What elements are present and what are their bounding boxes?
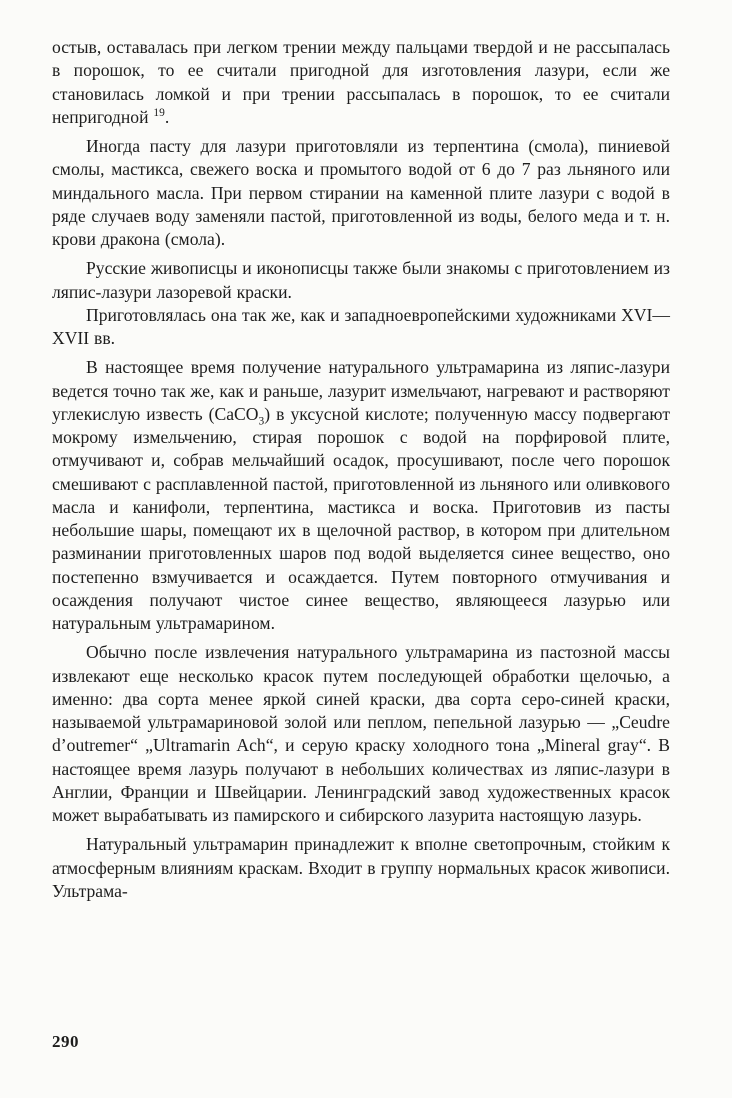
paragraph-continuation [52,36,670,129]
paragraph-russian-painters [52,257,670,304]
paragraph-text: В настоящее время получение натурального ультрамарина из ляпис-лазури ведется точно так же, как и раньше, лазурит измельчают, нагревают и растворяют углекислую известь (CaCO [52,357,670,424]
paragraph-text: Русские живописцы и иконописцы также были знакомы с приготовлением из ляпис-лазури лазоревой краски. [52,258,670,302]
paragraph-text: Обычно после извлечения натурального ультрамарина из пастозной массы извлекают еще несколько красок путем последующей обработки щелочью, а именно: два сорта менее яркой синей краски, два сорта серо-синей краски, называемой ультрамариновой золой или пеплом, пепельной лазурью — „Ceudre d’outremer“ „Ultramarin Ach“, и серую краску холодного тона „Mineral gray“. В настоящее время лазурь получают в небольших количествах из ляпис-лазури в Англии, Франции и Швейцарии. Ленинградский завод художественных красок может вырабатывать из памирского и сибирского лазурита настоящую лазурь. [52,642,670,825]
paragraph-preparation [52,304,670,351]
formula-subscript: 3 [258,415,265,428]
paragraph-extraction [52,641,670,827]
body-text [52,36,670,903]
paragraph-text: Иногда пасту для лазури приготовляли из терпентина (смола), пиниевой смолы, мастикса, свежего воска и промытого водой от 6 до 7 раз льняного или миндального масла. При первом стирании на каменной плите лазури с водой в ряде случаев воду заменяли пастой, приготовленной из воды, белого меда и т. н. крови дракона (смола). [52,136,670,249]
footnote-reference: 19 [153,106,165,119]
page-number: 290 [52,1032,79,1051]
paragraph-text-continued: ) в уксусной кислоте; полученную массу подвергают мокрому измельчению, стирая порошок с водой на порфировой плите, отмучивают и, собрав мельчайший осадок, просушивают, после чего порошок смешивают с расплавленной пастой, приготовленной из льняного или оливкового масла и канифоли, терпентина, мастикса и воска. Приготовив из пасты небольшие шары, помещают их в щелочной раствор, в котором при длительном разминании приготовленных шаров под водой выделяется синее вещество, оно постепенно взмучивается и осаждается. Путем повторного отмучивания и осаждения получают чистое синее вещество, являющееся лазурью или натуральным ультрамарином. [52,403,671,633]
paragraph-modern-method [52,356,670,635]
footnote-tail: . [164,106,170,127]
paragraph-properties [52,833,670,903]
paragraph-text: Натуральный ультрамарин принадлежит к вполне светопрочным, стойким к атмосферным влияниям краскам. Входит в группу нормальных красок живописи. Ультрама- [52,834,670,901]
paragraph-text: Приготовлялась она так же, как и западноевропейскими художниками XVI—XVII вв. [52,304,670,348]
paragraph-text: остыв, оставалась при легком трении между пальцами твердой и не рассыпалась в порошок, то ее считали пригодной для изготовления лазури, если же становилась ломкой и при трении рассыпалась в порошок, то ее считали непригодной [52,37,670,127]
paragraph-paste-recipe [52,135,670,251]
